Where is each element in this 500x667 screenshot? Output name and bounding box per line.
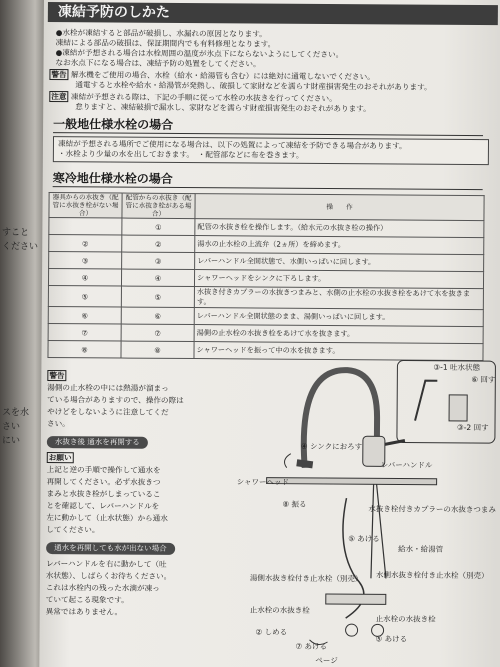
open-label: ⑦ あける <box>295 641 328 651</box>
step-operation: 湯水の止水栓の上流弁（2ヵ所）を締めます。 <box>195 236 484 255</box>
open-label: ⑤ あける <box>375 634 408 644</box>
section-cold-heading: 寒冷地仕様水栓の場合 <box>52 171 173 186</box>
step-number-cell <box>121 269 194 287</box>
step-number: ③ <box>154 256 162 266</box>
nowater-line: 異常ではありません。 <box>45 607 123 617</box>
step-number: ⑦ <box>154 328 161 338</box>
step-number: ⑥ <box>154 311 162 321</box>
step-number-cell <box>48 341 121 359</box>
manual-page <box>39 0 500 667</box>
general-text: ・水栓より少量の水を出しておきます。 ・配管部などに布を巻きます。 <box>57 149 304 160</box>
pipes-label: 給水・給湯管 <box>398 544 444 554</box>
caution-line: やけどをしないように注意してくだ <box>47 407 169 417</box>
caution-line <box>75 102 371 114</box>
footer-label: ページ <box>315 655 338 666</box>
column-header: 操 作 <box>195 194 484 221</box>
inset-body <box>449 395 467 421</box>
column-header: 器具からの水抜き（配管に水抜き栓がない場合） <box>49 193 122 219</box>
section-rule <box>53 186 483 190</box>
nowater-block <box>46 558 172 619</box>
step-number-cell <box>48 269 121 287</box>
step-number: ④ <box>154 273 162 283</box>
table-header-row <box>49 193 484 221</box>
warning-text: 通電すると水栓や給水・給湯管が発熱し、破損して家財などを濡らす財産損害発生のおそれがあります。 <box>75 80 432 92</box>
resume-pill: 水抜き後 通水を再開する <box>47 436 148 449</box>
bullet-line: ●凍結が予想される場合は水栓周囲の温度が氷点下にならないようにしてください。 <box>55 48 344 60</box>
step-number: ④ <box>81 272 89 282</box>
inset-label: ⑥ 回す <box>471 374 496 385</box>
stop-valves <box>326 594 386 604</box>
step-number: ① <box>155 222 162 232</box>
resume-line: 左に動かして（止水状態）から通水 <box>46 513 168 523</box>
caution-block <box>47 370 217 431</box>
nowater-line: レバーハンドルを右に動かして（吐 <box>46 559 167 569</box>
cold-valve-label: 水側水抜き栓付き止水栓（別売） <box>375 570 489 581</box>
step-number: ⑥ <box>81 310 89 320</box>
column-header: 配管からの水抜き（配管に水抜き栓がある場合） <box>122 193 195 219</box>
drain-steps-table <box>47 192 484 361</box>
inset-label: ③-2 回す <box>456 422 489 433</box>
step-number-cell <box>122 252 195 270</box>
step-number-cell <box>121 286 194 308</box>
section-rule <box>53 132 483 136</box>
step-operation: 配管の水抜き栓を操作します。（給水元の水抜き栓の操作） <box>195 219 484 238</box>
step-operation: レバーハンドル全開状態で、水側いっぱいに回します。 <box>195 253 484 272</box>
step-number-cell <box>49 235 122 253</box>
nowater-line: これは水栓内の残った水滴が凍っ <box>45 583 160 593</box>
bullet-line: なお氷点下になる場合は、凍結予防の処置をしてください。 <box>55 58 261 69</box>
supply-pipes <box>371 484 387 578</box>
caution-line: さい。 <box>46 419 70 429</box>
hot-drain-valve <box>346 624 358 636</box>
step-number-cell <box>121 307 194 325</box>
previous-page-edge <box>0 0 45 667</box>
resume-line: 上記と逆の手順で操作して通水を <box>46 465 161 475</box>
step-number: ⑤ <box>81 291 89 301</box>
resume-block <box>46 452 168 537</box>
open-label: ⑤ あける <box>348 534 380 544</box>
step-number: ⑧ <box>81 344 88 354</box>
caution-line: ている場合がありますので、操作の際は <box>47 395 184 405</box>
shake-arrow <box>284 454 290 468</box>
caution-heading-tag: 警告 <box>47 370 66 381</box>
resume-line: 再開してください。必ず水抜きつ <box>46 477 161 487</box>
step-number-cell <box>122 235 195 253</box>
caution-line: 湯側の止水栓の中には熱湯が溜まっ <box>47 383 169 393</box>
countertop <box>267 478 437 485</box>
step-number: ⑤ <box>154 292 162 302</box>
inset-label: ③-1 吐水状態 <box>433 362 481 373</box>
shake-label: ⑧ 振る <box>282 499 307 509</box>
request-heading <box>47 452 169 465</box>
table-row <box>48 286 483 310</box>
step-operation: シャワーヘッドを振って中の水を抜きます。 <box>194 342 483 361</box>
step-operation: 湯側の止水栓の水抜き栓をあけて水を抜きます。 <box>194 325 483 344</box>
warning-line <box>75 80 431 92</box>
table-body <box>48 218 484 361</box>
close-label: ② しめる <box>255 627 288 637</box>
step-number-cell <box>122 218 195 236</box>
step-number: ⑦ <box>81 327 88 337</box>
step-number-cell <box>48 324 121 342</box>
step-operation: シャワーヘッドをシンクに下ろします。 <box>194 270 483 289</box>
prev-page-fragment: ください <box>2 242 39 252</box>
spout-down-label: ④ シンクにおろす <box>300 441 363 452</box>
step-number: ② <box>82 238 89 248</box>
step-number-cell <box>121 341 194 359</box>
step-number: ② <box>155 239 162 249</box>
step-number-cell <box>48 307 121 325</box>
caution-tag: 注意 <box>49 91 68 102</box>
bullet-line: 凍結による部品の破損は、保証期間内でも有料修理となります。 <box>55 38 276 49</box>
lever-label: レバーハンドル <box>380 460 433 470</box>
warning-tag: 警告 <box>49 69 68 80</box>
prev-page-fragment: にい <box>2 436 21 446</box>
request-tag: お願い <box>47 452 74 463</box>
warning-text: 解氷機をご使用の場合、水栓（給水・給湯管も含む）には絶対に通電しないでください。 <box>71 70 375 82</box>
prev-page-fragment: すこと <box>2 228 30 238</box>
general-text: 凍結が予想される場所でご使用になる場合は、以下の処置によって凍結を予防できる場合があります。 <box>57 139 407 151</box>
caution-text: 怠りますと、凍結破損で漏水し、家財などを濡らす財産損害発生のおそれがあります。 <box>75 102 371 114</box>
step-number-cell <box>49 252 122 270</box>
spout-head <box>297 463 313 465</box>
faucet-illustration <box>225 347 497 667</box>
bullet-line: ●水栓が凍結すると部品が破損し、水漏れの原因となります。 <box>55 28 267 39</box>
resume-line: とを確認して、レバーハンドルを <box>46 501 160 511</box>
stop-drain-label: 止水栓の水抜き栓 <box>375 614 436 624</box>
section-general-heading: 一般地仕様水栓の場合 <box>53 117 174 132</box>
nowater-pill: 通水を再開しても水が出ない場合 <box>46 542 175 555</box>
prev-page-fragment: スを水 <box>2 408 30 418</box>
step-number: ⑧ <box>154 345 161 355</box>
step-number-cell <box>48 286 121 308</box>
inset-lever <box>415 381 437 421</box>
resume-line: してください。 <box>46 525 100 535</box>
shower-head-label: シャワーヘッド <box>236 477 290 487</box>
resume-line: まみと水抜き栓がしまっているこ <box>46 489 161 499</box>
step-number-cell <box>121 324 194 342</box>
step-number-cell <box>49 218 122 236</box>
step-number: ③ <box>81 255 89 265</box>
nowater-line: ていて起こる現象です。 <box>45 595 129 605</box>
page-title: 凍結予防のしかた <box>48 2 498 25</box>
prev-page-fragment: さい <box>2 422 21 432</box>
valve-drain-label: 止水栓の水抜き栓 <box>249 605 310 615</box>
section-general-box <box>53 136 489 165</box>
nowater-line: 水状態）、しばらくお待ちください。 <box>45 571 172 581</box>
hot-valve-label: 湯側水抜き栓付き止水栓（別売） <box>249 573 363 584</box>
step-operation: レバーハンドル全開状態のまま、湯側いっぱいに回します。 <box>194 308 483 327</box>
coupler-label: 水抜き栓付きカプラーの水抜きつまみ <box>368 504 496 515</box>
step-operation: 水抜き付きカプラーの水抜きつまみと、水側の止水栓の水抜き栓をあけて水を抜きます。 <box>194 287 483 310</box>
caution-text: 凍結が予想される際は、下記の手順に従って水栓の水抜きを行ってください。 <box>70 92 337 104</box>
